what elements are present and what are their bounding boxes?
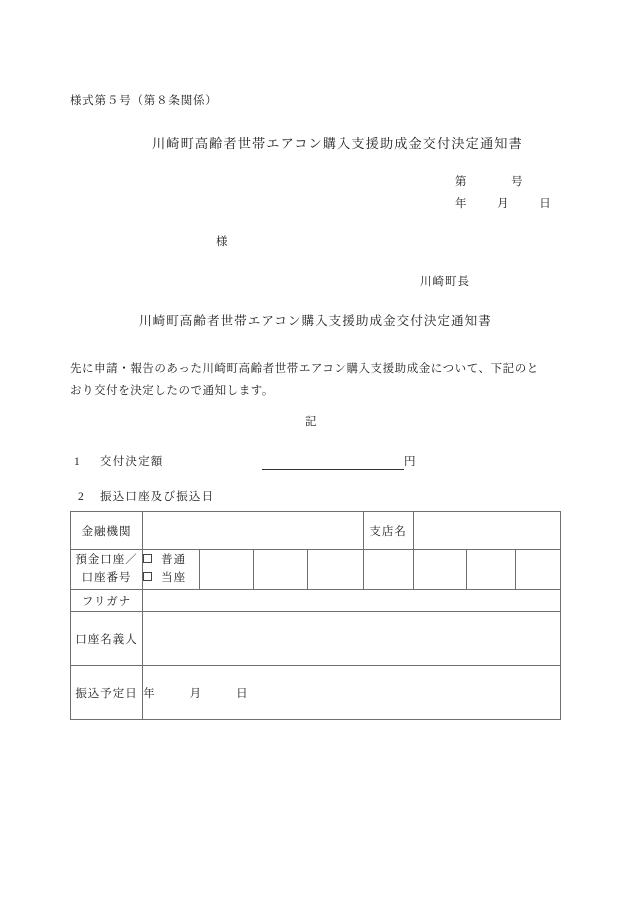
transfer-date-input[interactable] — [143, 666, 561, 720]
checkbox-label-toza: 当座 — [161, 571, 187, 584]
subject-heading: 川崎町高齢者世帯エアコン購入支援助成金交付決定通知書 — [139, 314, 492, 328]
financial-institution-input[interactable] — [143, 512, 363, 550]
table-row-financial-institution — [71, 512, 561, 550]
account-digit-cell-3[interactable] — [308, 550, 363, 590]
checkbox-row-toza[interactable] — [143, 570, 199, 588]
transfer-date-label: 振込予定日 — [71, 666, 143, 720]
number-suffix-label: 号 — [511, 176, 524, 188]
checkbox-row-futsu[interactable] — [143, 552, 199, 570]
item-1-label: 交付決定額 — [100, 456, 164, 468]
item-1-unit-label: 円 — [404, 456, 417, 468]
account-holder-input[interactable] — [143, 612, 561, 666]
account-digit-cell-1[interactable] — [200, 550, 254, 590]
account-type-checkbox-group — [143, 550, 200, 590]
account-digit-cell-6[interactable] — [466, 550, 515, 590]
number-prefix-label: 第 — [455, 176, 468, 188]
document-number-line — [455, 177, 523, 189]
document-title: 川崎町高齢者世帯エアコン購入支援助成金交付決定通知書 — [152, 136, 523, 151]
financial-institution-label: 金融機関 — [71, 512, 143, 550]
issuer-name: 川崎町長 — [420, 276, 470, 288]
furigana-label: フリガナ — [71, 590, 143, 612]
form-number: 様式第５号（第８条関係） — [70, 95, 218, 107]
month-label: 月 — [497, 198, 510, 210]
account-digit-cell-5[interactable] — [413, 550, 466, 590]
table-row-furigana — [71, 590, 561, 612]
table-row-account-holder — [71, 612, 561, 666]
account-holder-label: 口座名義人 — [71, 612, 143, 666]
transfer-date-day-label: 日 — [236, 687, 249, 700]
day-label: 日 — [539, 198, 552, 210]
item-1-number: 1 — [74, 456, 81, 468]
branch-name-input[interactable] — [413, 512, 560, 550]
checkbox-label-futsu: 普通 — [161, 553, 187, 566]
account-digit-cell-2[interactable] — [254, 550, 308, 590]
body-paragraph-line-2: おり交付を決定したので通知します。 — [70, 385, 274, 397]
note-marker: 記 — [305, 416, 318, 428]
body-paragraph-line-1: 先に申請・報告のあった川崎町高齢者世帯エアコン購入支援助成金について、下記のと — [70, 363, 539, 375]
bank-account-table — [70, 511, 561, 720]
checkbox-icon-toza[interactable] — [143, 572, 152, 581]
table-row-transfer-date — [71, 666, 561, 720]
document-date-line — [455, 199, 551, 211]
item-2-label: 振込口座及び振込日 — [100, 491, 215, 503]
account-type-label — [71, 550, 143, 590]
item-1-amount-blank[interactable] — [262, 469, 404, 470]
item-2-number: 2 — [78, 491, 85, 503]
account-label-line-1: 預金口座／ — [75, 553, 138, 566]
branch-name-label: 支店名 — [363, 512, 413, 550]
furigana-input[interactable] — [143, 590, 561, 612]
account-digit-cell-4[interactable] — [363, 550, 413, 590]
transfer-date-year-label: 年 — [143, 687, 156, 700]
year-label: 年 — [455, 198, 468, 210]
account-digit-cell-7[interactable] — [515, 550, 560, 590]
account-label-line-2: 口座番号 — [81, 571, 132, 584]
checkbox-icon-futsu[interactable] — [143, 554, 152, 563]
transfer-date-month-label: 月 — [189, 687, 203, 700]
addressee-honorific: 様 — [216, 236, 229, 248]
table-row-account-number — [71, 550, 561, 590]
